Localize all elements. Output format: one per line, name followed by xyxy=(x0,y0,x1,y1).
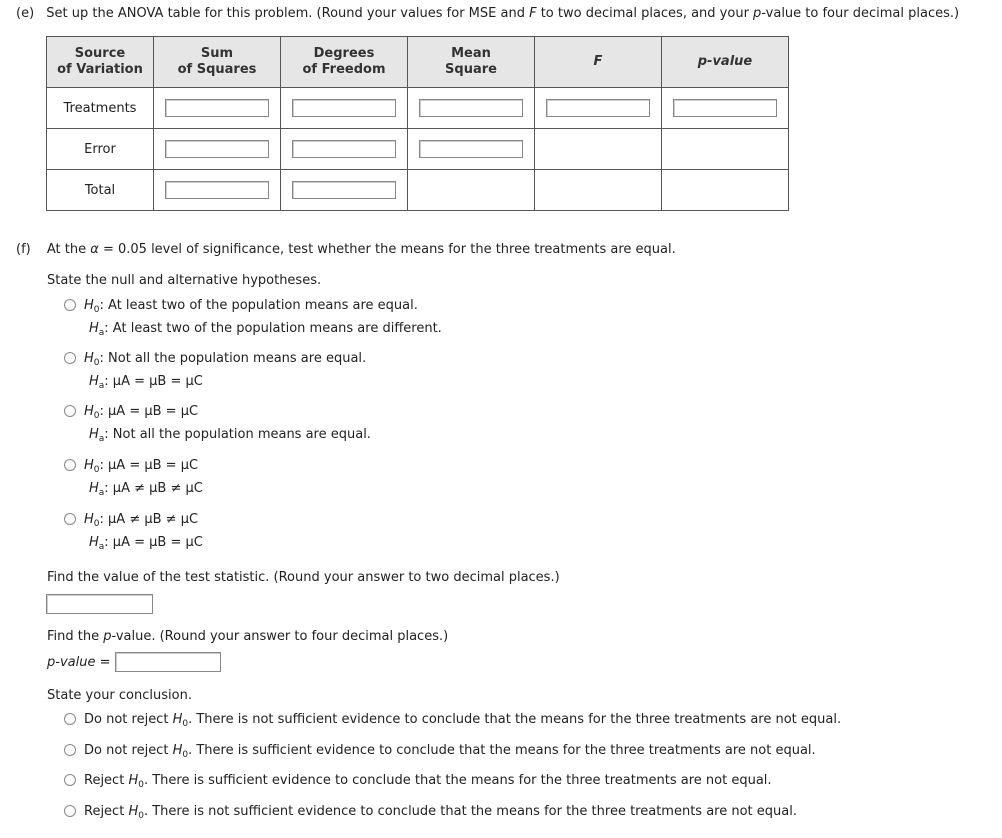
row-treatments xyxy=(47,88,789,129)
total-df-input[interactable] xyxy=(292,181,396,199)
test-statistic-input[interactable] xyxy=(46,594,153,614)
treatments-p-value-input[interactable] xyxy=(673,99,777,117)
header-sum-of-squares: Sum of Squares xyxy=(154,37,281,88)
header-degrees-of-freedom: Degrees of Freedom xyxy=(281,37,408,88)
error-f-empty xyxy=(535,129,662,170)
treatments-ss-input[interactable] xyxy=(165,99,269,117)
hypothesis-h0-3: $H_0$: μA = μB = μC xyxy=(84,404,199,421)
row-label-treatments: Treatments xyxy=(47,88,154,129)
error-df-input[interactable] xyxy=(292,140,396,158)
conclusion-text-2: Do not reject $H_0$. There is sufficient evidence to conclude that the means for the three treatments are not equal. xyxy=(84,743,816,760)
hypothesis-radio-3[interactable] xyxy=(64,405,76,417)
conclusion-text-3: Reject $H_0$. There is sufficient evidence to conclude that the means for the three treatments are not equal. xyxy=(84,773,772,790)
hypothesis-radio-1[interactable] xyxy=(64,299,76,311)
hypothesis-ha-2: $H_a$: μA = μB = μC xyxy=(89,374,203,391)
part-e-instruction: (e) Set up the ANOVA table for this problem. (Round your values for MSE and F to two decimal places, and your p-value to four decimal places.) xyxy=(16,6,960,21)
treatments-ms-input[interactable] xyxy=(419,99,523,117)
conclusion-radio-3[interactable] xyxy=(64,774,76,786)
total-ss-input[interactable] xyxy=(165,181,269,199)
hypothesis-h0-2: $H_0$: Not all the population means are equal. xyxy=(84,351,367,368)
pvalue-prompt: Find the p-value. (Round your answer to four decimal places.) xyxy=(47,629,449,644)
anova-table xyxy=(46,36,789,211)
row-label-total: Total xyxy=(47,170,154,211)
header-f: F xyxy=(535,37,662,88)
treatments-df-input[interactable] xyxy=(292,99,396,117)
conclusion-radio-1[interactable] xyxy=(64,713,76,725)
anova-header-row xyxy=(47,37,789,88)
conclusion-prompt: State your conclusion. xyxy=(47,688,192,703)
total-p-empty xyxy=(662,170,789,211)
conclusion-radio-4[interactable] xyxy=(64,805,76,817)
hypothesis-h0-4: $H_0$: μA = μB = μC xyxy=(84,458,199,475)
hypothesis-ha-4: $H_a$: μA ≠ μB ≠ μC xyxy=(89,481,203,498)
header-p-value: p-value xyxy=(662,37,789,88)
header-source: Source of Variation xyxy=(47,37,154,88)
total-ms-empty xyxy=(408,170,535,211)
row-label-error: Error xyxy=(47,129,154,170)
conclusion-text-1: Do not reject $H_0$. There is not sufficient evidence to conclude that the means for the three treatments are not equal. xyxy=(84,712,842,729)
hypothesis-ha-1: $H_a$: At least two of the population means are different. xyxy=(89,321,442,338)
hypothesis-ha-5: $H_a$: μA = μB = μC xyxy=(89,535,203,552)
pvalue-label: p-value = xyxy=(47,655,111,670)
hypothesis-ha-3: $H_a$: Not all the population means are equal. xyxy=(89,427,371,444)
conclusion-radio-2[interactable] xyxy=(64,744,76,756)
row-error xyxy=(47,129,789,170)
total-f-empty xyxy=(535,170,662,211)
part-f-instruction: (f) At the α = 0.05 level of significance, test whether the means for the three treatments are equal. xyxy=(16,242,676,257)
part-e-label: (e) xyxy=(16,6,35,21)
header-mean-square: Mean Square xyxy=(408,37,535,88)
error-ms-input[interactable] xyxy=(419,140,523,158)
hypothesis-h0-5: $H_0$: μA ≠ μB ≠ μC xyxy=(84,512,199,529)
treatments-f-input[interactable] xyxy=(546,99,650,117)
error-p-empty xyxy=(662,129,789,170)
conclusion-text-4: Reject $H_0$. There is not sufficient evidence to conclude that the means for the three treatments are not equal. xyxy=(84,804,797,821)
row-total xyxy=(47,170,789,211)
error-ss-input[interactable] xyxy=(165,140,269,158)
hypothesis-radio-2[interactable] xyxy=(64,352,76,364)
part-f-label: (f) xyxy=(16,242,31,257)
hypothesis-radio-4[interactable] xyxy=(64,459,76,471)
hypothesis-radio-5[interactable] xyxy=(64,513,76,525)
hypothesis-h0-1: $H_0$: At least two of the population means are equal. xyxy=(84,298,418,315)
test-stat-prompt: Find the value of the test statistic. (Round your answer to two decimal places.) xyxy=(47,570,560,585)
p-value-input[interactable] xyxy=(115,652,221,672)
hypotheses-prompt: State the null and alternative hypotheses. xyxy=(47,273,322,288)
